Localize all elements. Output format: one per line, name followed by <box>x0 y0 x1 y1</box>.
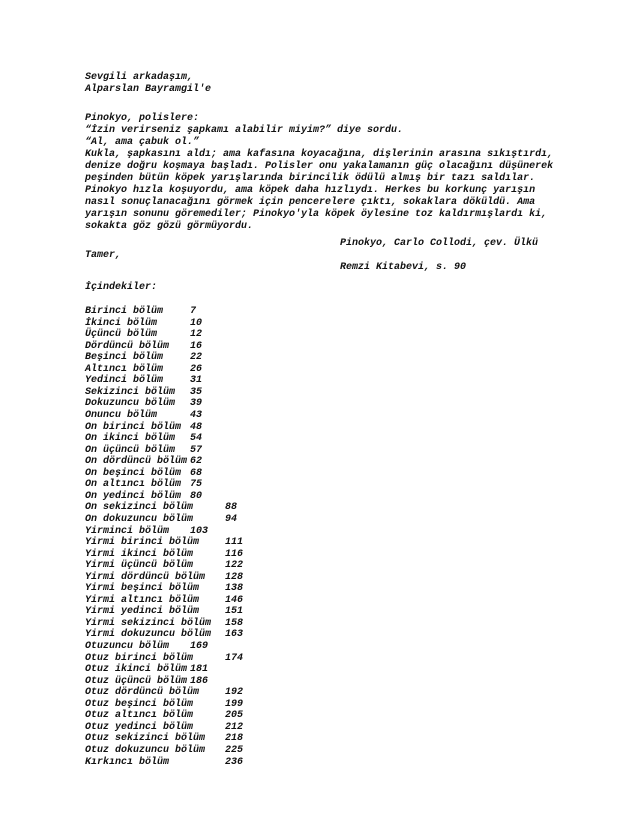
toc-entry-title: On altıncı bölüm <box>85 479 182 491</box>
toc-entry-page: 212 <box>225 721 244 733</box>
toc-entry-page: 80 <box>190 490 203 502</box>
quote-line: yarışın sonunu göremediler; Pinokyo'yla köpek öylesine toz kaldırmışlardı ki, <box>85 209 548 220</box>
citation: Tamer, <box>85 250 122 261</box>
toc-entry-page: 128 <box>225 571 244 583</box>
toc-entry-title: Otuz yedinci bölüm <box>85 721 194 733</box>
toc-entry-title: Yirmi birinci bölüm <box>85 537 200 548</box>
toc-entry-title: On birinci bölüm <box>85 421 182 433</box>
toc-entry-page: 31 <box>190 375 203 387</box>
toc-entry-title: Yirminci bölüm <box>85 525 170 537</box>
toc-entry-page: 62 <box>190 456 203 468</box>
toc-entry-page: 94 <box>225 513 238 525</box>
toc-entry-title: Yirmi dördüncü bölüm <box>85 571 206 583</box>
toc-entry-page: 22 <box>190 352 203 364</box>
toc-entry-page: 151 <box>225 606 244 618</box>
toc-entry-title: Kırkıncı bölüm <box>85 756 170 768</box>
toc-entry-title: Yirmi yedinci bölüm <box>85 606 200 618</box>
toc-entry-page: 26 <box>190 363 203 375</box>
toc-entry-page: 12 <box>190 329 203 341</box>
toc-entry-title: Dokuzuncu bölüm <box>85 398 176 410</box>
toc-entry-page: 218 <box>225 733 244 745</box>
toc-entry-page: 48 <box>190 421 203 433</box>
toc-entry-title: Sekizinci bölüm <box>85 386 176 398</box>
quote-line: nasıl sonuçlanacağını görmek için pencerelere çıktı, sokaklara döküldü. Ama <box>85 197 536 208</box>
toc-entry-title: İkinci bölüm <box>85 317 158 329</box>
toc-entry-page: 122 <box>225 560 244 572</box>
toc-entry-title: Otuz üçüncü bölüm <box>85 675 188 687</box>
toc-heading: İçindekiler: <box>85 282 158 293</box>
toc-entry-page: 7 <box>190 306 197 317</box>
toc-entry-title: Yirmi üçüncü bölüm <box>85 560 194 572</box>
quote-line: Pinokyo hızla koşuyordu, ama köpek daha hızlıydı. Herkes bu korkunç yarışın <box>85 185 536 196</box>
toc-entry-page: 199 <box>225 698 244 710</box>
toc-entry-page: 111 <box>225 537 244 548</box>
toc-entry-title: Altıncı bölüm <box>85 363 164 375</box>
quote-line: denize doğru koşmaya başladı. Polisler onu yakalamanın güç olacağını düşünerek <box>85 161 554 172</box>
toc-entry-title: On üçüncü bölüm <box>85 444 176 456</box>
toc-entry-page: 39 <box>190 398 203 410</box>
toc-entry-page: 192 <box>225 687 244 699</box>
toc-entry-title: Otuz dokuzuncu bölüm <box>85 744 206 756</box>
toc-entry-title: Otuz dördüncü bölüm <box>85 687 200 699</box>
citation: Remzi Kitabevi, s. 90 <box>340 262 467 273</box>
toc-entry-page: 163 <box>225 629 244 641</box>
toc-entry-title: Otuz birinci bölüm <box>85 652 194 664</box>
toc-entry-page: 181 <box>190 664 209 675</box>
toc-entry-title: Otuz altıncı bölüm <box>85 710 194 722</box>
toc-entry-title: Yedinci bölüm <box>85 375 164 387</box>
toc-entry-title: On sekizinci bölüm <box>85 502 194 514</box>
toc-entry-page: 116 <box>225 548 244 560</box>
toc-entry-page: 205 <box>225 710 244 722</box>
toc-entry-page: 236 <box>225 756 244 768</box>
quote-line: sokakta göz gözü görmüyordu. <box>85 221 254 232</box>
quote-line: “Al, ama çabuk ol.” <box>85 137 200 148</box>
toc-entry-page: 169 <box>190 641 209 652</box>
quote-line: “İzin verirseniz şapkamı alabilir miyim?” diye sordu. <box>85 125 404 136</box>
toc-entry-page: 88 <box>225 502 238 514</box>
toc-entry-title: Otuzuncu bölüm <box>85 641 170 652</box>
toc-entry-title: Yirmi altıncı bölüm <box>85 594 200 606</box>
toc-entry-page: 54 <box>190 433 203 445</box>
toc-entry-page: 57 <box>190 444 203 456</box>
toc-entry-title: On dokuzuncu bölüm <box>85 513 194 525</box>
toc-entry-page: 10 <box>190 317 203 329</box>
toc-entry-title: Otuz sekizinci bölüm <box>85 733 206 745</box>
toc-entry-title: Yirmi dokuzuncu bölüm <box>85 629 212 641</box>
toc-entry-page: 146 <box>225 594 244 606</box>
toc-entry-title: On yedinci bölüm <box>85 490 182 502</box>
toc-entry-page: 16 <box>190 340 203 352</box>
toc-entry-title: Dördüncü bölüm <box>85 340 170 352</box>
quote-line: Pinokyo, polislere: <box>85 113 200 124</box>
toc-entry-title: Yirmi beşinci bölüm <box>85 583 200 595</box>
recipient: Alparslan Bayramgil'e <box>85 84 212 95</box>
toc-entry-title: Otuz beşinci bölüm <box>85 698 194 710</box>
toc-entry-title: Otuz ikinci bölüm <box>85 664 188 675</box>
toc-entry-title: On ikinci bölüm <box>85 433 176 445</box>
quote-line: Kukla, şapkasını aldı; ama kafasına koyacağına, dişlerinin arasına sıkıştırdı, <box>85 149 554 160</box>
toc-entry-page: 75 <box>190 479 203 491</box>
toc-entry-page: 138 <box>225 583 244 595</box>
toc-entry-title: On dördüncü bölüm <box>85 456 188 468</box>
toc-entry-title: Üçüncü bölüm <box>85 329 158 341</box>
toc-entry-page: 103 <box>190 525 209 537</box>
toc-entry-title: On beşinci bölüm <box>85 467 182 479</box>
toc-entry-title: Birinci bölüm <box>85 306 164 317</box>
toc-entry-title: Yirmi ikinci bölüm <box>85 548 194 560</box>
toc-entry-page: 186 <box>190 675 209 687</box>
quote-line: peşinden bütün köpek yarışlarında birincilik ödülü almış bir tazı saldılar. <box>85 173 536 184</box>
toc-entry-page: 225 <box>225 744 244 756</box>
toc-entry-page: 68 <box>190 467 203 479</box>
toc-entry-title: Onuncu bölüm <box>85 409 158 421</box>
toc-entry-title: Beşinci bölüm <box>85 352 164 364</box>
toc-entry-page: 43 <box>190 409 203 421</box>
toc-entry-page: 35 <box>190 386 203 398</box>
citation: Pinokyo, Carlo Collodi, çev. Ülkü <box>340 238 539 249</box>
toc-entry-page: 158 <box>225 617 244 629</box>
toc-entry-page: 174 <box>225 652 244 664</box>
toc-entry-title: Yirmi sekizinci bölüm <box>85 617 212 629</box>
salutation: Sevgili arkadaşım, <box>85 72 194 83</box>
